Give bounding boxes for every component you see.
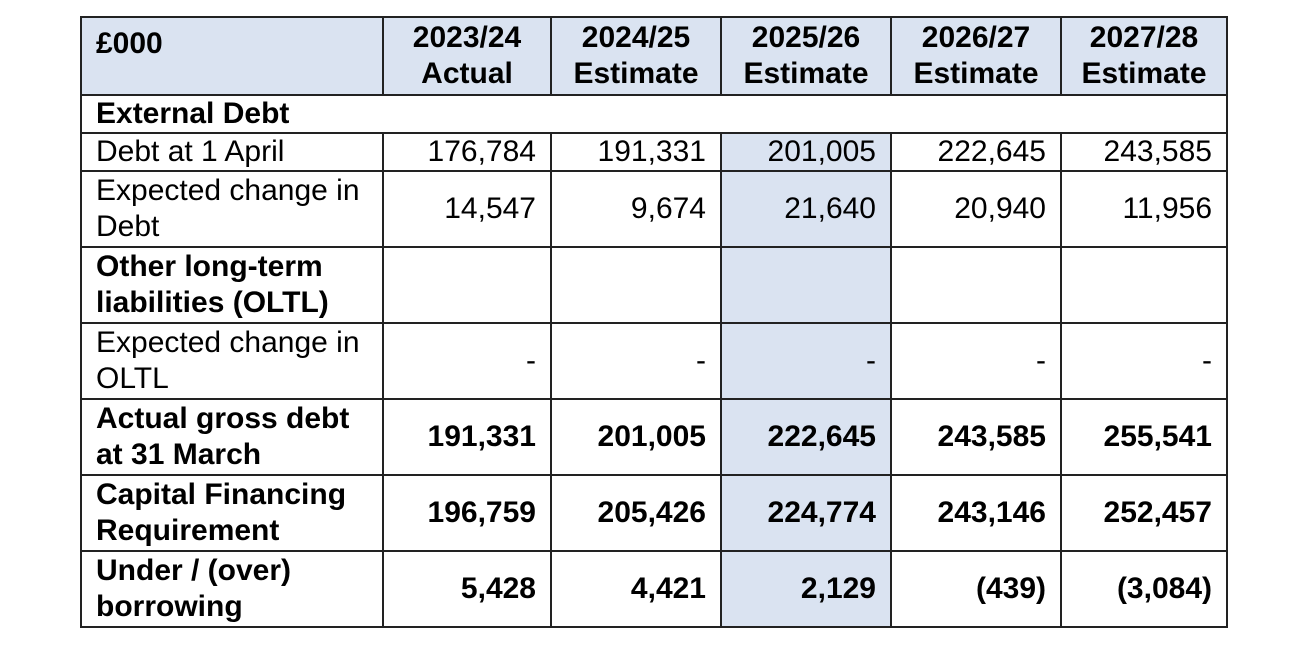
cell-value: 255,541 — [1061, 399, 1227, 475]
row-label: Other long-term liabilities (OLTL) — [81, 247, 383, 323]
col-header-2024-25 — [551, 17, 721, 95]
cell-value: 176,784 — [383, 133, 551, 171]
cell-value: (439) — [891, 551, 1061, 627]
col-header-2027-28 — [1061, 17, 1227, 95]
row-other-long-term-liabilities — [81, 247, 1227, 323]
cell-value: 243,146 — [891, 475, 1061, 551]
col-year: 2025/26 — [751, 21, 861, 54]
cell-value: 5,428 — [383, 551, 551, 627]
cell-value: 222,645 — [721, 399, 891, 475]
cell-value: - — [383, 323, 551, 399]
cell-value: 14,547 — [383, 171, 551, 247]
col-year: 2023/24 — [412, 21, 522, 54]
col-header-2026-27 — [891, 17, 1061, 95]
cell-value: - — [721, 323, 891, 399]
unit-header: £000 — [81, 17, 383, 95]
header-row — [81, 17, 1227, 95]
cell-value: (3,084) — [1061, 551, 1227, 627]
col-year: 2024/25 — [581, 21, 691, 54]
cell-value — [891, 247, 1061, 323]
cell-value: 9,674 — [551, 171, 721, 247]
cell-value — [1061, 247, 1227, 323]
col-type: Actual — [421, 57, 513, 90]
cell-value — [383, 247, 551, 323]
cell-value: 2,129 — [721, 551, 891, 627]
col-year: 2027/28 — [1089, 21, 1199, 54]
row-label: Actual gross debt at 31 March — [81, 399, 383, 475]
cell-value: - — [551, 323, 721, 399]
row-label: Capital Financing Requirement — [81, 475, 383, 551]
cell-value — [721, 247, 891, 323]
col-type: Estimate — [573, 57, 699, 90]
cell-value: 201,005 — [721, 133, 891, 171]
col-header-2025-26 — [721, 17, 891, 95]
col-type: Estimate — [743, 57, 869, 90]
cell-value: - — [1061, 323, 1227, 399]
row-actual-gross-debt — [81, 399, 1227, 475]
cell-value: 11,956 — [1061, 171, 1227, 247]
row-label: Expected change in Debt — [81, 171, 383, 247]
row-debt-at-1-april — [81, 133, 1227, 171]
cell-value: 191,331 — [551, 133, 721, 171]
cell-value: 4,421 — [551, 551, 721, 627]
row-under-over-borrowing — [81, 551, 1227, 627]
row-label: External Debt — [81, 95, 1227, 133]
row-label: Under / (over) borrowing — [81, 551, 383, 627]
cell-value: 205,426 — [551, 475, 721, 551]
cell-value: - — [891, 323, 1061, 399]
col-header-2023-24 — [383, 17, 551, 95]
cell-value: 243,585 — [1061, 133, 1227, 171]
cell-value: 224,774 — [721, 475, 891, 551]
row-capital-financing-requirement — [81, 475, 1227, 551]
cell-value: 191,331 — [383, 399, 551, 475]
row-expected-change-in-debt — [81, 171, 1227, 247]
cell-value — [551, 247, 721, 323]
cell-value: 252,457 — [1061, 475, 1227, 551]
row-expected-change-in-oltl — [81, 323, 1227, 399]
cell-value: 196,759 — [383, 475, 551, 551]
cell-value: 222,645 — [891, 133, 1061, 171]
cell-value: 243,585 — [891, 399, 1061, 475]
row-label: Debt at 1 April — [81, 133, 383, 171]
cell-value: 20,940 — [891, 171, 1061, 247]
col-year: 2026/27 — [921, 21, 1031, 54]
col-type: Estimate — [913, 57, 1039, 90]
col-type: Estimate — [1081, 57, 1207, 90]
cell-value: 201,005 — [551, 399, 721, 475]
debt-table — [80, 16, 1228, 628]
row-external-debt — [81, 95, 1227, 133]
row-label: Expected change in OLTL — [81, 323, 383, 399]
cell-value: 21,640 — [721, 171, 891, 247]
